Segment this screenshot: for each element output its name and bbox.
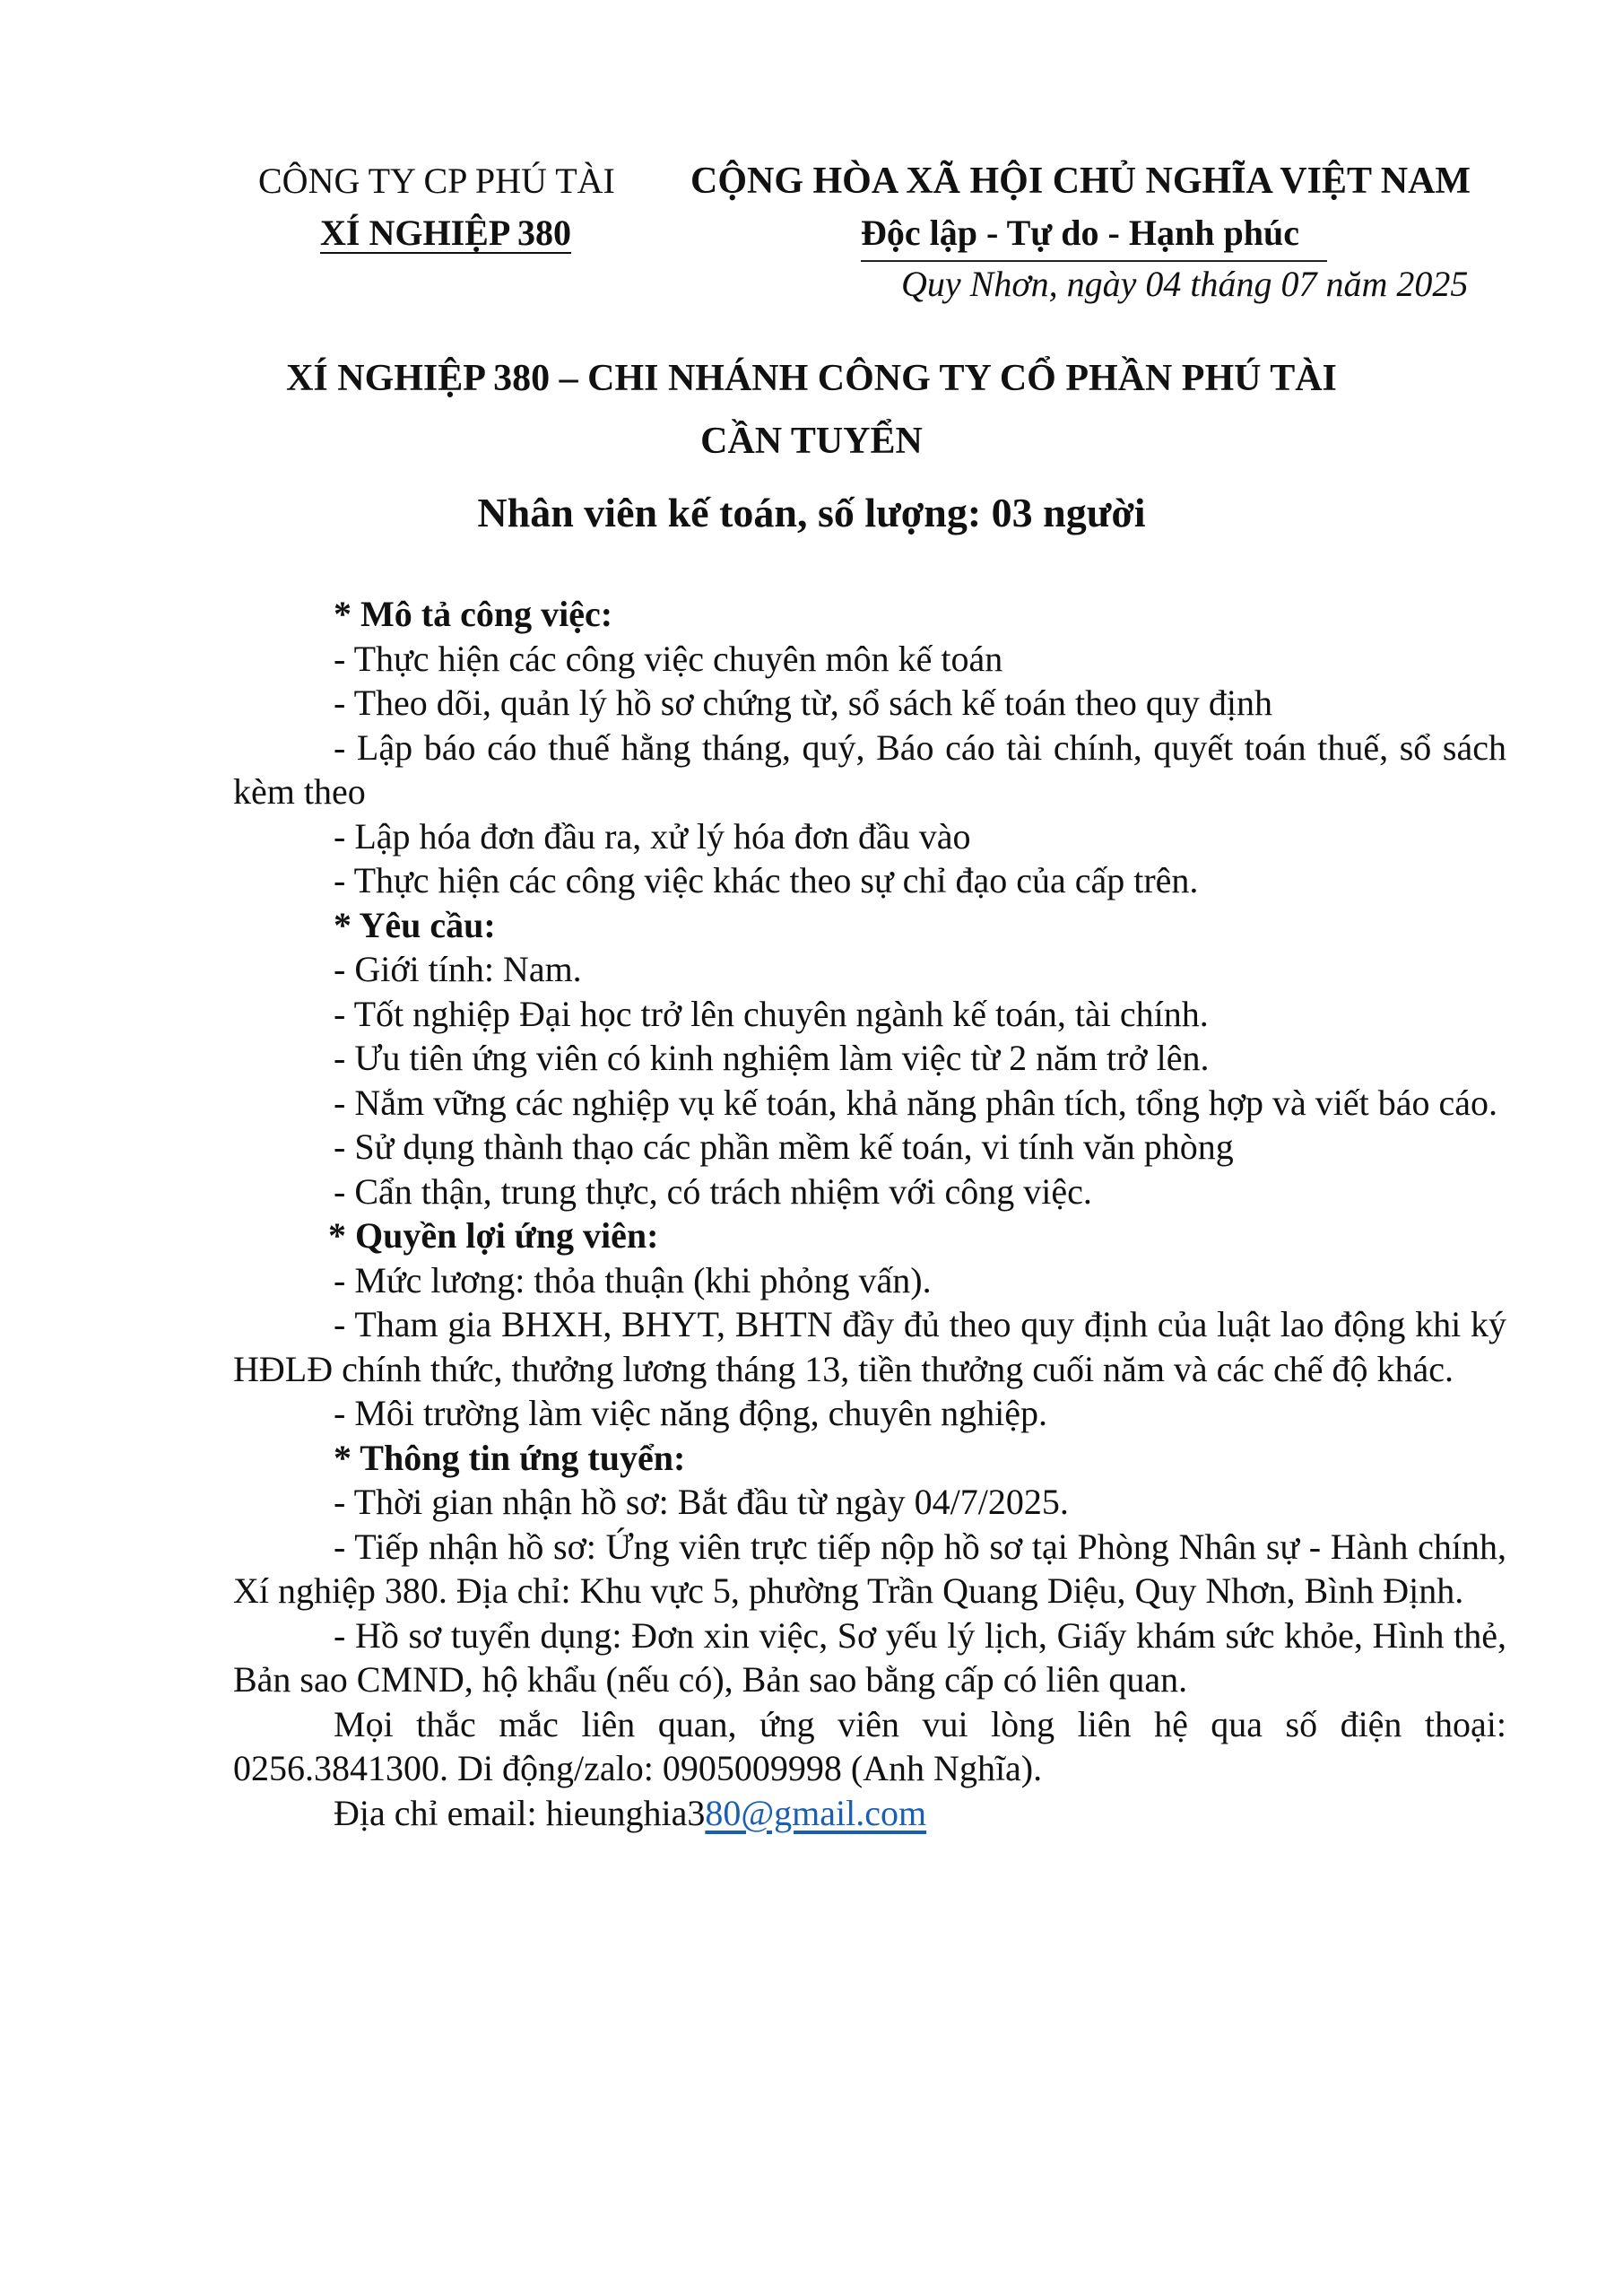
list-item: - Hồ sơ tuyển dụng: Đơn xin việc, Sơ yếu lý lịch, Giấy khám sức khỏe, Hình thẻ, Bản sao CMND, hộ khẩu (nếu có), Bản sao bằng cấp có liên quan. (233, 1614, 1506, 1700)
email-link[interactable]: 80@gmail.com (705, 1792, 927, 1833)
list-item: - Lập báo cáo thuế hằng tháng, quý, Báo cáo tài chính, quyết toán thuế, sổ sách kèm theo (233, 726, 1506, 812)
list-item: - Theo dõi, quản lý hồ sơ chứng từ, sổ sách kế toán theo quy định (334, 683, 1272, 723)
company-name: CÔNG TY CP PHÚ TÀI (258, 161, 615, 201)
motto-underline (861, 260, 1327, 262)
country-name: CỘNG HÒA XÃ HỘI CHỦ NGHĨA VIỆT NAM (690, 161, 1471, 202)
list-item: - Lập hóa đơn đầu ra, xử lý hóa đơn đầu vào (334, 815, 971, 857)
contact-paragraph: Mọi thắc mắc liên quan, ứng viên vui lòng liên hệ qua số điện thoại: 0256.3841300. Di động/zalo: 0905009998 (Anh Nghĩa). (233, 1703, 1506, 1788)
email-label: Địa chỉ email: hieunghia3 (334, 1792, 706, 1833)
list-item: - Thời gian nhận hồ sơ: Bắt đầu từ ngày 04/7/2025. (334, 1482, 1069, 1522)
section-heading-requirements: * Yêu cầu: (334, 904, 496, 945)
recruiting-heading: CẦN TUYỂN (700, 421, 923, 462)
list-item: - Thực hiện các công việc chuyên môn kế toán (334, 638, 1003, 679)
section-heading-benefits: * Quyền lợi ứng viên: (328, 1215, 659, 1256)
list-item: - Thực hiện các công việc khác theo sự chỉ đạo của cấp trên. (334, 860, 1199, 900)
document-body (233, 592, 1506, 1835)
branch-name: XÍ NGHIỆP 380 (320, 213, 572, 253)
list-item: - Cẩn thận, trung thực, có trách nhiệm với công việc. (334, 1170, 1092, 1212)
section-heading-description: * Mô tả công việc: (334, 594, 613, 634)
list-item: - Ưu tiên ứng viên có kinh nghiệm làm việc từ 2 năm trở lên. (334, 1038, 1210, 1078)
position-heading: Nhân viên kế toán, số lượng: 03 người (477, 490, 1146, 535)
email-line (233, 1791, 1506, 1836)
section-heading-application: * Thông tin ứng tuyển: (334, 1437, 686, 1478)
list-item: - Tiếp nhận hồ sơ: Ứng viên trực tiếp nộp hồ sơ tại Phòng Nhân sự - Hành chính, Xí nghiệp 380. Địa chỉ: Khu vực 5, phường Trần Quang Diệu, Quy Nhơn, Bình Định. (233, 1526, 1506, 1611)
list-item: - Giới tính: Nam. (334, 949, 582, 989)
list-item: - Mức lương: thỏa thuận (khi phỏng vấn). (334, 1259, 932, 1300)
national-motto: Độc lập - Tự do - Hạnh phúc (861, 213, 1299, 253)
list-item: - Nắm vững các nghiệp vụ kế toán, khả năng phân tích, tổng hợp và viết báo cáo. (334, 1082, 1498, 1123)
list-item: - Môi trường làm việc năng động, chuyên nghiệp. (334, 1393, 1047, 1433)
document-date: Quy Nhơn, ngày 04 tháng 07 năm 2025 (901, 264, 1469, 304)
document-title: XÍ NGHIỆP 380 – CHI NHÁNH CÔNG TY CỔ PHẦN PHÚ TÀI (286, 358, 1337, 399)
list-item: - Tốt nghiệp Đại học trở lên chuyên ngành kế toán, tài chính. (334, 993, 1209, 1034)
list-item: - Tham gia BHXH, BHYT, BHTN đầy đủ theo quy định của luật lao động khi ký HĐLĐ chính thức, thưởng lương tháng 13, tiền thưởng cuối năm và các chế độ khác. (233, 1304, 1506, 1389)
list-item: - Sử dụng thành thạo các phần mềm kế toán, vi tính văn phòng (334, 1126, 1234, 1167)
